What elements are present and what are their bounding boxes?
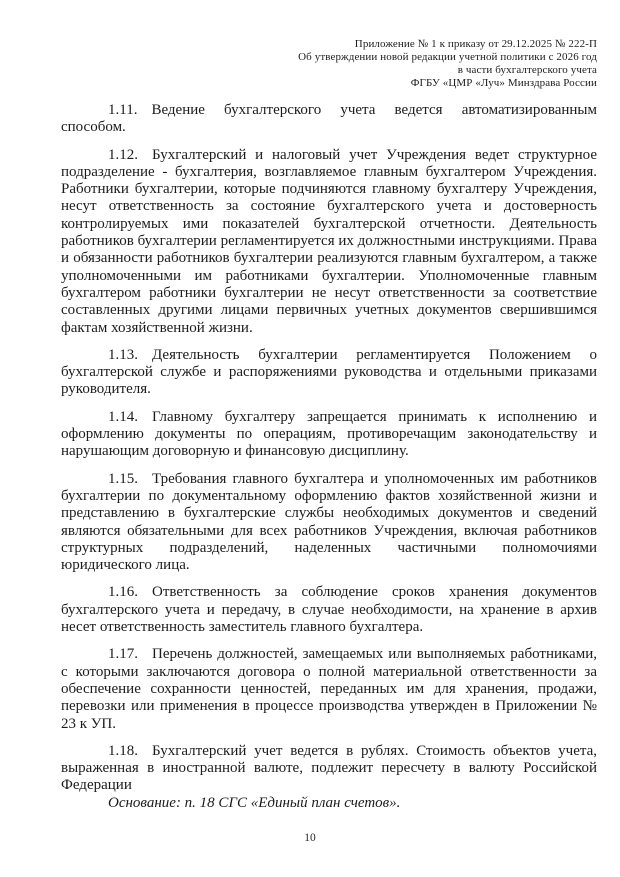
paragraph-1-16	[61, 584, 597, 636]
header-line-2: Об утверждении новой редакции учетной политики с 2026 год	[298, 51, 597, 63]
paragraph-text: Ответственность за соблюдение сроков хранения документов бухгалтерского учета и передачу, в случае необходимости, на хранение в архив несет ответственность заместитель главного бухгалтера.	[61, 584, 597, 636]
paragraph-number: 1.16.	[108, 584, 138, 601]
basis-note: Основание: п. 18 СГС «Единый план счетов».	[108, 794, 401, 811]
header-line-1: Приложение № 1 к приказу от 29.12.2025 № 222-П	[354, 38, 597, 50]
paragraph-number: 1.18.	[108, 742, 138, 759]
paragraph-1-14	[61, 409, 597, 461]
document-body	[61, 102, 597, 812]
paragraph-1-17	[61, 646, 597, 732]
paragraph-text: Требования главного бухгалтера и уполномоченных им работников бухгалтерии по документальному оформлению фактов хозяйственной жизни и представлению в бухгалтерские службы необходимых документов и сведений являются обязательными для всех работников Учреждения, включая работников структурных подразделений, наделенных частичными полномочиями юридического лица.	[61, 470, 597, 574]
paragraph-1-12	[61, 147, 597, 337]
page-number: 10	[304, 832, 316, 844]
paragraph-1-18	[61, 743, 597, 795]
paragraph-text: Бухгалтерский учет ведется в рублях. Стоимость объектов учета, выраженная в иностранной валюте, подлежит пересчету в валюту Российской Федерации	[61, 742, 597, 794]
paragraph-number: 1.15.	[108, 470, 138, 487]
paragraph-text: Ведение бухгалтерского учета ведется автоматизированным способом.	[61, 102, 597, 136]
paragraph-1-13	[61, 347, 597, 399]
paragraph-text: Главному бухгалтеру запрещается принимать к исполнению и оформлению документы по операциям, противоречащим законодательству и нарушающим договорную и финансовую дисциплину.	[61, 408, 597, 460]
header-line-4: ФГБУ «ЦМР «Луч» Минздрава России	[410, 77, 597, 89]
paragraph-number: 1.17.	[108, 646, 138, 663]
paragraph-text: Перечень должностей, замещаемых или выполняемых работниками, с которыми заключаются договора о полной материальной ответственности за обеспечение сохранности ценностей, переданных им для хранения, продажи, перевозки или применения в процессе производства утвержден в Приложении № 23 к УП.	[61, 646, 597, 732]
paragraph-number: 1.11.	[108, 102, 138, 118]
paragraph-number: 1.13.	[108, 346, 138, 363]
document-header	[61, 38, 597, 90]
paragraph-text: Бухгалтерский и налоговый учет Учреждения ведет структурное подразделение - бухгалтерия, возглавляемое главным бухгалтером Учреждения. Работники бухгалтерии, которые подчиняются главному бухгалтеру Учреждения, несут ответственность за состояние бухгалтерского учета и достоверность контролируемых ими показателей бухгалтерской отчетности. Деятельность работников бухгалтерии регламентируется их должностными инструкциями. Права и обязанности работников бухгалтерии реализуются главным бухгалтером, а также уполномоченными им работниками бухгалтерии. Уполномоченные главным бухгалтером работники бухгалтерии не несут ответственности за соответствие составленных другими лицами первичных учетных документов свершившимся фактам хозяйственной жизни.	[61, 146, 597, 336]
paragraph-text: Деятельность бухгалтерии регламентируется Положением о бухгалтерской службе и распоряжениями руководства и отдельными приказами руководителя.	[61, 346, 597, 398]
paragraph-1-11	[61, 102, 597, 137]
paragraph-number: 1.12.	[108, 146, 138, 163]
paragraph-number: 1.14.	[108, 408, 138, 425]
header-line-3: в части бухгалтерского учета	[457, 64, 597, 76]
paragraph-1-15	[61, 471, 597, 575]
